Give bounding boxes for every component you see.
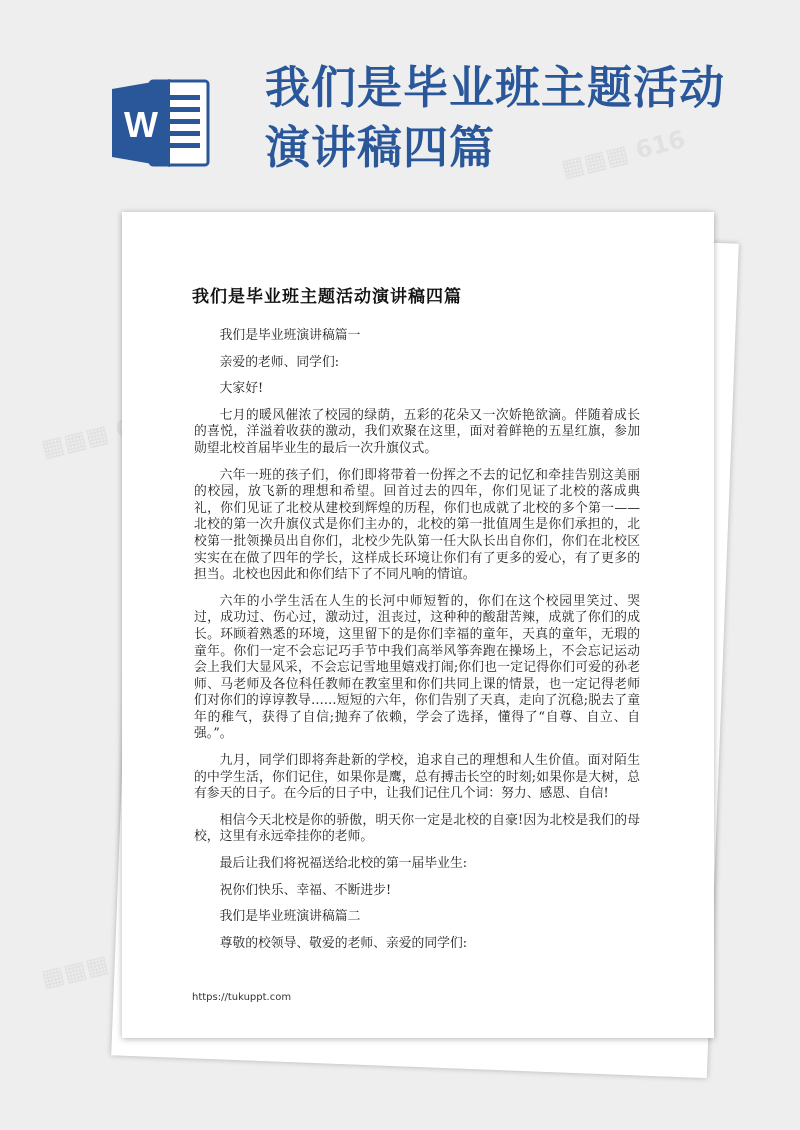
paragraph: 尊敬的校领导、敬爱的老师、亲爱的同学们: <box>219 935 468 951</box>
paragraph: 九月，同学们即将奔赴新的学校，追求自己的理想和人生价值。面对陌生的中学生活，你们记住，如果你是鹰，总有搏击长空的时刻;如果你是大树，总有参天的日子。在今后的日子中，让我们记住几个词：努力、感恩、自信! <box>194 753 640 802</box>
document-body <box>194 328 640 962</box>
paragraph: 我们是毕业班演讲稿篇二 <box>219 909 361 925</box>
paragraph: 最后让我们将祝福送给北校的第一届毕业生: <box>219 856 468 872</box>
document-page[interactable] <box>122 212 714 1038</box>
document-title: 我们是毕业班主题活动演讲稿四篇 <box>192 287 462 307</box>
watermark: ▦▦▦ 616 <box>38 935 168 993</box>
paragraph: 亲爱的老师、同学们: <box>219 354 340 370</box>
paragraph: 六年的小学生活在人生的长河中师短暂的，你们在这个校园里笑过、哭过，成功过、伤心过，激动过，沮丧过，这种种的酸甜苦辣，成就了你们的成长。环顾着熟悉的环境，这里留下的是你们幸福的童年，天真的童年，无瑕的童年。你们一定不会忘记巧手节中我们高举风筝奔跑在操场上，不会忘记运动会上我们大显风采，不会忘记雪地里嬉戏打闹;你们也一定记得你们可爱的孙老师、马老师及各位科任教师在教室里和你们共同上课的情景，也一定记得老师们对你们的谆谆教导……短短的六年，你们告别了天真，走向了沉稳;脱去了童年的稚气，获得了自信;抛弃了依赖，学会了选择，懂得了“自尊、自立、自强。”。 <box>194 593 640 742</box>
paragraph: 祝你们快乐、幸福、不断进步! <box>219 882 392 898</box>
footer-url[interactable]: https://tukuppt.com <box>192 992 292 1003</box>
paragraph: 相信今天北校是你的骄傲，明天你一定是北校的自豪!因为北校是我们的母校，这里有永远牵挂你的老师。 <box>194 812 640 845</box>
watermark: ▦▦▦ 616 <box>38 405 168 463</box>
paragraph: 大家好! <box>219 381 264 397</box>
paragraph: 我们是毕业班演讲稿篇一 <box>219 328 361 343</box>
paragraph: 七月的暖风催浓了校园的绿荫，五彩的花朵又一次娇艳欲滴。伴随着成长的喜悦，洋溢着收获的激动，我们欢聚在这里，面对着鲜艳的五星红旗，参加勋望北校首届毕业生的最后一次升旗仪式。 <box>194 407 640 456</box>
word-document-icon <box>112 75 212 171</box>
paragraph: 六年一班的孩子们，你们即将带着一份挥之不去的记忆和牵挂告别这美丽的校园，放飞新的理想和希望。回首过去的四年，你们见证了北校的落成典礼，你们见证了北校从建校到辉煌的历程，你们也成就了北校的多个第一——北校的第一次升旗仪式是你们主办的，北校的第一批值周生是你们承担的，北校第一批领操员出自你们，北校少先队第一任大队长出自你们，你们在北校区实实在在做了四年的学长，这样成长环境让你们有了更多的爱心，有了更多的担当。北校也因此和你们结下了不同凡响的情谊。 <box>194 467 640 583</box>
page-title: 我们是毕业班主题活动演讲稿四篇 <box>265 61 726 174</box>
watermark: ▦▦▦ 616 <box>558 125 688 183</box>
word-icon-letter: W <box>124 104 158 145</box>
